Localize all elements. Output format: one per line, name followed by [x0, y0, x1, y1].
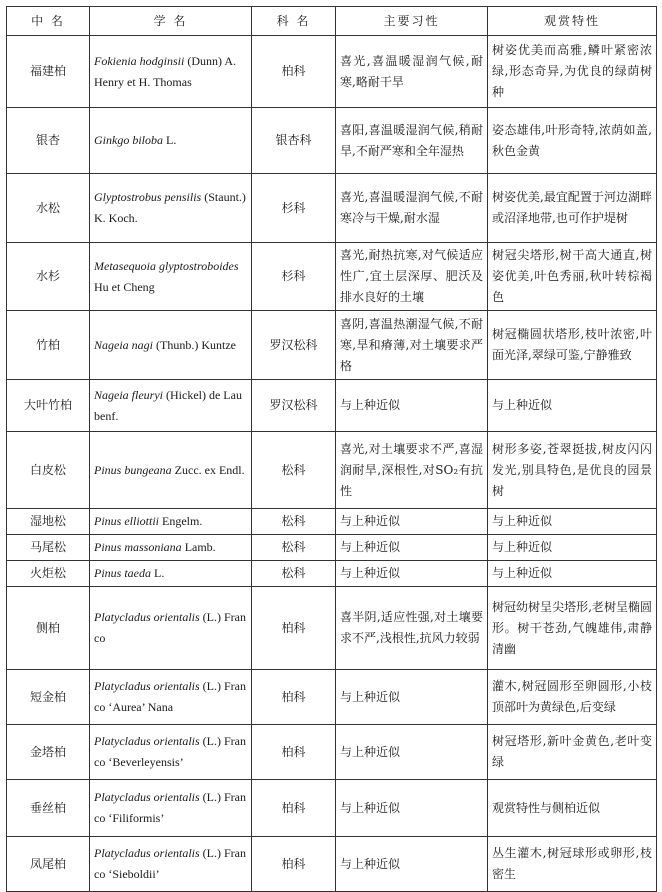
cell-chinese-name: 湿地松	[7, 509, 90, 535]
cell-chinese-name: 大叶竹柏	[7, 380, 90, 432]
scientific-name-author: (L.) Franco ‘Aurea’ Nana	[94, 679, 246, 714]
cell-habit: 喜光,喜温暖湿润气候,不耐寒冷与干燥,耐水湿	[336, 174, 488, 243]
cell-chinese-name: 短金柏	[7, 670, 90, 725]
scientific-name-latin: Ginkgo biloba	[94, 133, 163, 147]
cell-habit: 与上种近似	[336, 670, 488, 725]
cell-scientific-name	[90, 311, 252, 380]
cell-chinese-name: 金塔柏	[7, 725, 90, 780]
cell-family: 柏科	[252, 670, 336, 725]
cell-family: 柏科	[252, 837, 336, 892]
cell-scientific-name	[90, 509, 252, 535]
cell-family: 松科	[252, 509, 336, 535]
header-chinese-name: 中 名	[7, 7, 90, 36]
cell-scientific-name	[90, 432, 252, 509]
cell-family: 松科	[252, 535, 336, 561]
scientific-name-author: (L.) Franco ‘Filiformis’	[94, 790, 246, 825]
cell-habit: 与上种近似	[336, 780, 488, 837]
table-header-row	[7, 7, 657, 36]
cell-scientific-name	[90, 36, 252, 108]
cell-ornamental: 树冠幼树呈尖塔形,老树呈椭圆形。树干苍劲,气魄雄伟,肃静清幽	[488, 587, 657, 670]
scientific-name-latin: Platycladus orientalis	[94, 734, 200, 748]
cell-ornamental: 与上种近似	[488, 561, 657, 587]
cell-habit: 喜半阴,适应性强,对土壤要求不严,浅根性,抗风力较弱	[336, 587, 488, 670]
cell-family: 杉科	[252, 243, 336, 311]
scientific-name-author: (Dunn) A. Henry et H. Thomas	[94, 53, 236, 89]
header-ornamental: 观赏特性	[488, 7, 657, 36]
scientific-name-author: L.	[166, 133, 177, 147]
cell-family: 柏科	[252, 725, 336, 780]
cell-ornamental: 与上种近似	[488, 380, 657, 432]
cell-ornamental: 树冠塔形,新叶金黄色,老叶变绿	[488, 725, 657, 780]
cell-habit: 喜光,耐热抗寒,对气候适应性广,宜土层深厚、肥沃及排水良好的土壤	[336, 243, 488, 311]
scientific-name-latin: Fokienia hodginsii	[94, 53, 185, 68]
header-scientific-name: 学 名	[90, 7, 252, 36]
cell-family: 柏科	[252, 780, 336, 837]
scientific-name-author: Zucc. ex Endl.	[174, 462, 245, 477]
cell-chinese-name: 竹柏	[7, 311, 90, 380]
cell-family: 杉科	[252, 174, 336, 243]
cell-chinese-name: 垂丝柏	[7, 780, 90, 837]
table-row	[7, 725, 657, 780]
header-family: 科 名	[252, 7, 336, 36]
table-row	[7, 380, 657, 432]
cell-family: 银杏科	[252, 108, 336, 174]
cell-family: 松科	[252, 432, 336, 509]
table-row	[7, 174, 657, 243]
table-row	[7, 509, 657, 535]
cell-chinese-name: 福建柏	[7, 36, 90, 108]
cell-chinese-name: 侧柏	[7, 587, 90, 670]
cell-scientific-name	[90, 380, 252, 432]
table-row	[7, 670, 657, 725]
scientific-name-latin: Platycladus orientalis	[94, 679, 200, 693]
cell-ornamental: 丛生灌木,树冠球形或卵形,枝密生	[488, 837, 657, 892]
cell-scientific-name	[90, 587, 252, 670]
cell-chinese-name: 火炬松	[7, 561, 90, 587]
cell-scientific-name	[90, 561, 252, 587]
table-row	[7, 535, 657, 561]
cell-ornamental: 树形多姿,苍翠挺拔,树皮闪闪发光,别具特色,是优良的园景树	[488, 432, 657, 509]
scientific-name-latin: Pinus bungeana	[94, 462, 172, 477]
scientific-name-author: Engelm.	[162, 514, 203, 528]
cell-habit: 与上种近似	[336, 380, 488, 432]
cell-family: 柏科	[252, 36, 336, 108]
table-row	[7, 243, 657, 311]
cell-habit: 喜光,喜温暖湿润气候,耐寒,略耐干旱	[336, 36, 488, 108]
cell-scientific-name	[90, 174, 252, 243]
scientific-name-author: (L.) Franco ‘Sieboldii’	[94, 846, 246, 881]
cell-ornamental: 姿态雄伟,叶形奇特,浓荫如盖,秋色金黄	[488, 108, 657, 174]
cell-ornamental: 灌木,树冠圆形至卵圆形,小枝顶部叶为黄绿色,后变绿	[488, 670, 657, 725]
cell-ornamental: 与上种近似	[488, 535, 657, 561]
scientific-name-author: (L.) Franco	[94, 610, 246, 645]
cell-ornamental: 与上种近似	[488, 509, 657, 535]
cell-scientific-name	[90, 108, 252, 174]
cell-habit: 与上种近似	[336, 725, 488, 780]
cell-ornamental: 树姿优美而高雅,鳞叶紧密浓绿,形态奇异,为优良的绿荫树种	[488, 36, 657, 108]
scientific-name-author: L.	[154, 566, 165, 580]
table-row	[7, 36, 657, 108]
scientific-name-author: Hu et Cheng	[94, 279, 155, 294]
scientific-name-latin: Pinus massoniana	[94, 540, 182, 554]
cell-scientific-name	[90, 670, 252, 725]
scientific-name-latin: Pinus taeda	[94, 566, 151, 580]
cell-habit: 与上种近似	[336, 535, 488, 561]
cell-ornamental: 树冠椭圆状塔形,枝叶浓密,叶面光泽,翠绿可鉴,宁静雅致	[488, 311, 657, 380]
scientific-name-latin: Platycladus orientalis	[94, 790, 200, 804]
scientific-name-latin: Nageia fleuryi	[94, 387, 163, 402]
scientific-name-latin: Pinus elliottii	[94, 514, 159, 528]
cell-habit: 喜阴,喜温热潮湿气候,不耐寒,旱和瘠薄,对土壤要求严格	[336, 311, 488, 380]
cell-habit: 喜光,对土壤要求不严,喜湿润耐旱,深根性,对SO₂有抗性	[336, 432, 488, 509]
cell-ornamental: 树姿优美,最宜配置于河边湖畔或沼泽地带,也可作护堤树	[488, 174, 657, 243]
header-habit: 主要习性	[336, 7, 488, 36]
cell-habit: 喜阳,喜温暖湿润气候,稍耐旱,不耐严寒和全年湿热	[336, 108, 488, 174]
cell-habit: 与上种近似	[336, 561, 488, 587]
scientific-name-latin: Metasequoia glyptostroboides	[94, 258, 239, 273]
cell-chinese-name: 马尾松	[7, 535, 90, 561]
table-row	[7, 432, 657, 509]
cell-scientific-name	[90, 725, 252, 780]
cell-family: 柏科	[252, 587, 336, 670]
cell-ornamental: 树冠尖塔形,树干高大通直,树姿优美,叶色秀丽,秋叶转棕褐色	[488, 243, 657, 311]
scientific-name-author: Lamb.	[184, 540, 216, 554]
plant-table	[6, 6, 657, 892]
cell-chinese-name: 银杏	[7, 108, 90, 174]
cell-family: 罗汉松科	[252, 311, 336, 380]
cell-scientific-name	[90, 837, 252, 892]
scientific-name-author: (Staunt.) K. Koch.	[94, 190, 246, 225]
scientific-name-author: (L.) Franco ‘Beverleyensis’	[94, 734, 246, 769]
cell-scientific-name	[90, 243, 252, 311]
cell-scientific-name	[90, 535, 252, 561]
table-row	[7, 311, 657, 380]
table-row	[7, 561, 657, 587]
scientific-name-latin: Nageia nagi	[94, 337, 153, 352]
cell-chinese-name: 水杉	[7, 243, 90, 311]
cell-habit: 与上种近似	[336, 509, 488, 535]
scientific-name-latin: Platycladus orientalis	[94, 610, 200, 624]
cell-chinese-name: 凤尾柏	[7, 837, 90, 892]
cell-family: 罗汉松科	[252, 380, 336, 432]
table-row	[7, 108, 657, 174]
cell-chinese-name: 白皮松	[7, 432, 90, 509]
table-row	[7, 780, 657, 837]
cell-ornamental: 观赏特性与侧柏近似	[488, 780, 657, 837]
table-row	[7, 837, 657, 892]
cell-family: 松科	[252, 561, 336, 587]
cell-scientific-name	[90, 780, 252, 837]
table-row	[7, 587, 657, 670]
cell-habit: 与上种近似	[336, 837, 488, 892]
table-body	[7, 36, 657, 892]
scientific-name-latin: Platycladus orientalis	[94, 846, 200, 860]
scientific-name-author: (Hickel) de Laubenf.	[94, 387, 242, 423]
scientific-name-latin: Glyptostrobus pensilis	[94, 190, 202, 204]
cell-chinese-name: 水松	[7, 174, 90, 243]
scientific-name-author: (Thunb.) Kuntze	[156, 337, 236, 352]
